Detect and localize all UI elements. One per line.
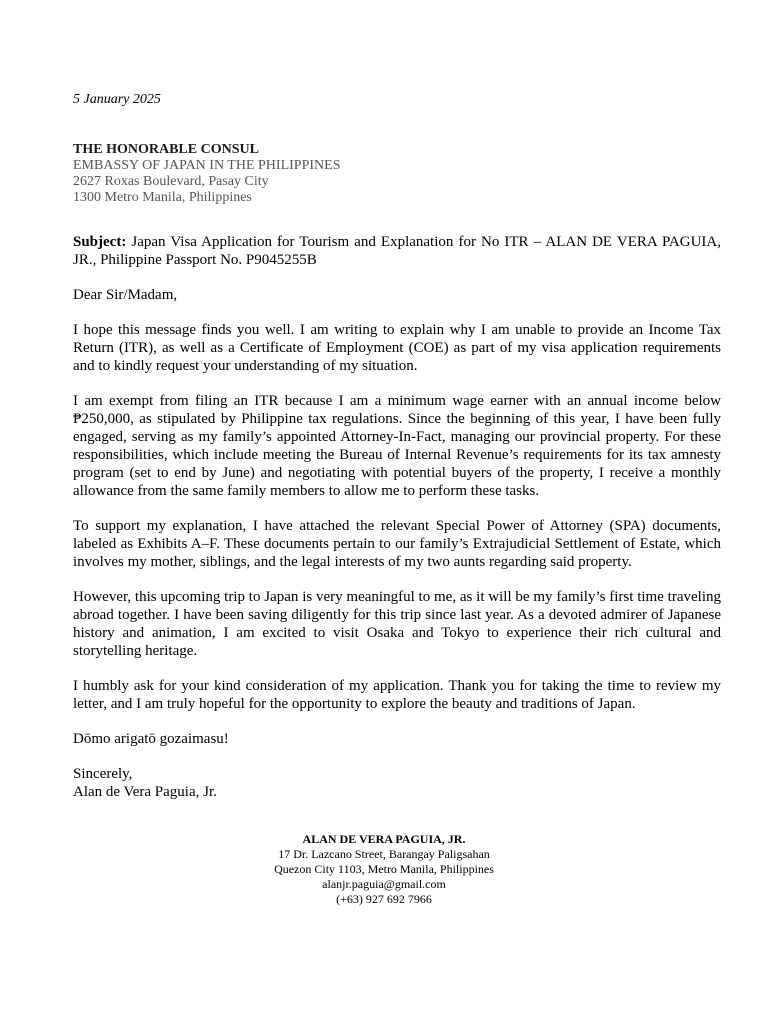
footer-address-line1: 17 Dr. Lazcano Street, Barangay Paligsahan — [278, 847, 490, 861]
footer-contact-block — [0, 832, 768, 907]
paragraph-trip-purpose: However, this upcoming trip to Japan is very meaningful to me, as it will be my family’s first time traveling abroad together. I have been saving diligently for this trip since last year. As a devoted admirer of Japanese history and animation, I am excited to visit Osaka and Tokyo to experience their rich cultural and storytelling heritage. — [73, 589, 721, 659]
subject-text: Japan Visa Application for Tourism and Explanation for No ITR – ALAN DE VERA PAGUIA, JR., Philippine Passport No. P9045255B — [73, 234, 721, 268]
letter-body — [73, 91, 721, 801]
paragraph-itr-exemption: I am exempt from filing an ITR because I am a minimum wage earner with an annual income below ₱250,000, as stipulated by Philippine tax regulations. Since the beginning of this year, I have been fully engaged, serving as my family’s appointed Attorney-In-Fact, managing our provincial property. For these responsibilities, which include meeting the Bureau of Internal Revenue’s requirements for its tax amnesty program (set to end by June) and negotiating with potential buyers of the property, I receive a monthly allowance from the same family members to allow me to perform these tasks. — [73, 393, 721, 499]
footer-name: ALAN DE VERA PAGUIA, JR. — [302, 832, 466, 846]
paragraph-thanks: Dōmo arigatō gozaimasu! — [73, 731, 229, 747]
recipient-name: THE HONORABLE CONSUL — [73, 142, 259, 157]
subject-label: Subject: — [73, 234, 127, 250]
paragraph-supporting-documents: To support my explanation, I have attached the relevant Special Power of Attorney (SPA) documents, labeled as Exhibits A–F. These documents pertain to our family’s Extrajudicial Settlement of Estate, which involves my mother, siblings, and the legal interests of my two aunts regarding said property. — [73, 518, 721, 570]
salutation: Dear Sir/Madam, — [73, 287, 178, 303]
closing-phrase: Sincerely, — [73, 766, 133, 782]
recipient-address-line1: 2627 Roxas Boulevard, Pasay City — [73, 174, 269, 189]
paragraph-request: I humbly ask for your kind consideration of my application. Thank you for taking the time to review my letter, and I am truly hopeful for the opportunity to explore the beauty and traditions of Japan. — [73, 678, 721, 712]
subject-line — [73, 233, 721, 269]
footer-email: alanjr.paguia@gmail.com — [322, 877, 446, 891]
paragraph-intro: I hope this message finds you well. I am writing to explain why I am unable to provide an Income Tax Return (ITR), as well as a Certificate of Employment (COE) as part of my visa application requirements and to kindly request your understanding of my situation. — [73, 322, 721, 374]
footer-address-line2: Quezon City 1103, Metro Manila, Philippines — [274, 862, 494, 876]
recipient-address-line2: 1300 Metro Manila, Philippines — [73, 190, 252, 205]
closing-block — [73, 765, 721, 801]
recipient-block — [73, 142, 721, 206]
recipient-organization: EMBASSY OF JAPAN IN THE PHILIPPINES — [73, 158, 341, 173]
letter-date: 5 January 2025 — [73, 92, 161, 107]
signature-name: Alan de Vera Paguia, Jr. — [73, 784, 217, 800]
footer-phone: (+63) 927 692 7966 — [336, 892, 432, 906]
